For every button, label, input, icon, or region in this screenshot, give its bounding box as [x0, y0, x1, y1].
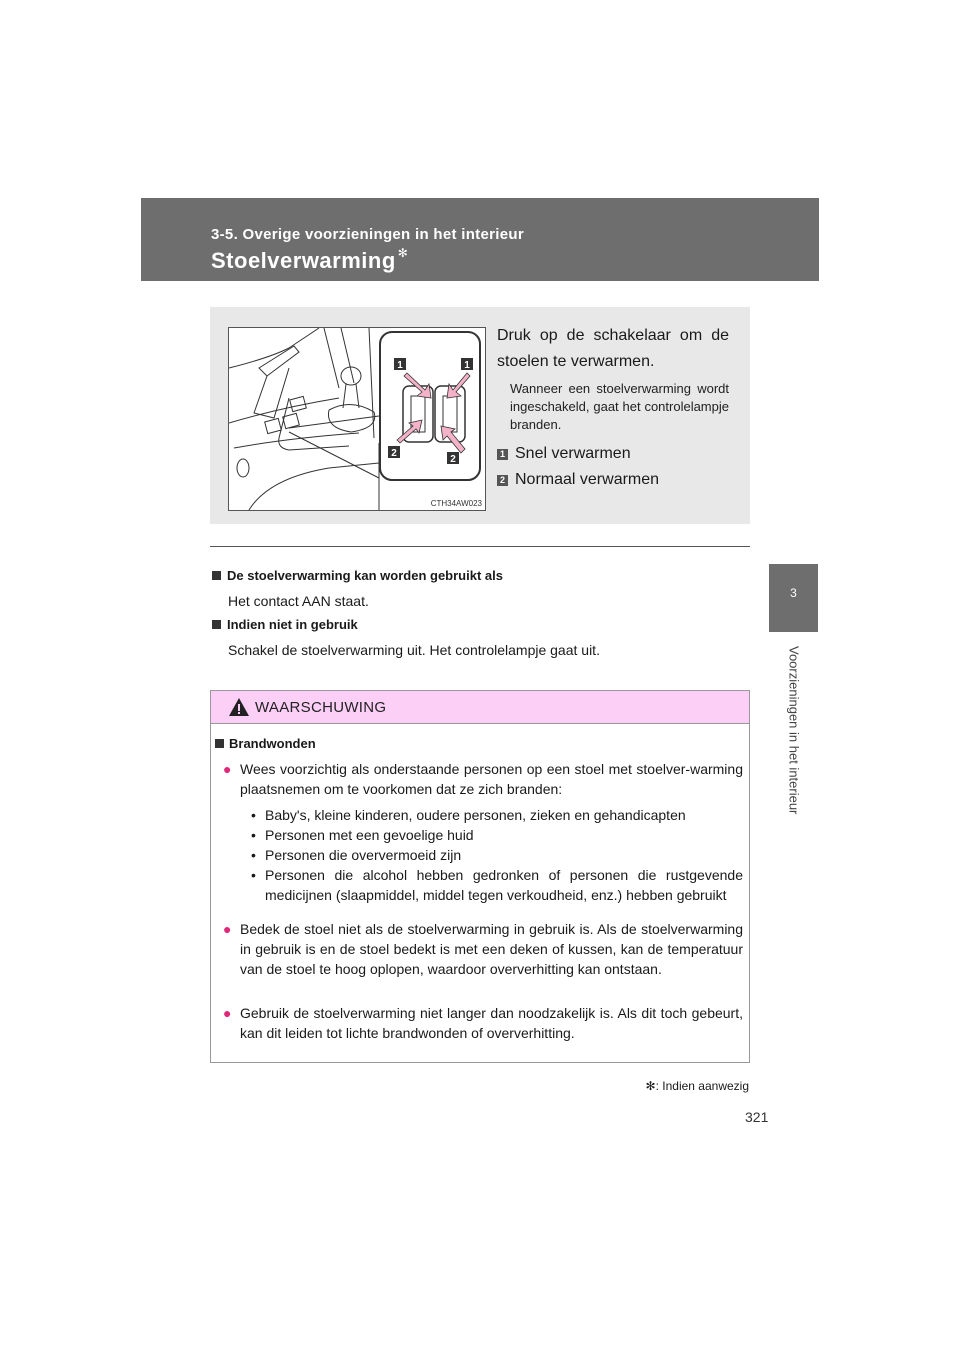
square-bullet-icon [215, 739, 224, 748]
warning-sub-item-text: Baby's, kleine kinderen, oudere personen, zieken en gehandicapten [265, 807, 686, 823]
warning-box [210, 690, 750, 1063]
warning-bullet-3 [223, 1003, 743, 1043]
warning-sub-item-text: Personen die alcohol hebben gedronken of personen die rustgevende medicijnen (slaapmiddel, middel tegen verkoudheid, enz.) hebben gebruikt [265, 867, 743, 903]
instruction-note: Wanneer een stoelverwarming wordt ingeschakeld, gaat het controlelampje branden. [510, 381, 729, 432]
warning-bullet-3-text: Gebruik de stoelverwarming niet langer dan noodzakelijk is. Als dit toch gebeurt, kan dit leiden tot lichte brandwonden of oververhitting. [240, 1005, 743, 1041]
optional-mark: ✻ [397, 245, 409, 260]
legend-item-normal [497, 471, 659, 489]
warning-sub-item: • Personen die oververmoeid zijn [251, 845, 743, 865]
page-title [211, 245, 409, 274]
legend-label-1: Snel verwarmen [515, 445, 631, 462]
warning-sub-item-text: Personen die oververmoeid zijn [265, 847, 462, 863]
bullet-dot-icon: ● [223, 921, 232, 937]
warning-sub-item-text: Personen met een gevoelige huid [265, 827, 474, 843]
warning-bullet-1 [223, 759, 743, 799]
page-title-text: Stoelverwarming [211, 248, 396, 273]
section-label: 3-5. Overige voorzieningen in het interieur [211, 226, 524, 243]
page-number: 321 [745, 1109, 769, 1125]
bullet-dot-icon: ● [223, 1005, 232, 1021]
info-body-usage: Het contact AAN staat. [228, 593, 369, 609]
info-heading-unused [212, 617, 358, 632]
info-heading-text: Indien niet in gebruik [227, 617, 358, 632]
info-heading-usage [212, 568, 503, 583]
warning-sub-item: • Personen die alcohol hebben gedronken of personen die rustgevende medicijnen (slaapmiddel, middel tegen verkoudheid, enz.) hebben gebruikt [251, 867, 743, 903]
square-bullet-icon [212, 620, 221, 629]
seat-heater-illustration [228, 327, 486, 511]
bullet-dot-icon: ● [223, 761, 232, 777]
warning-sub-item: • Baby's, kleine kinderen, oudere personen, zieken en gehandicapten [251, 805, 743, 825]
warning-section-heading [215, 734, 316, 754]
warning-bullet-2 [223, 919, 743, 979]
legend-label-2: Normaal verwarmen [515, 471, 660, 488]
footnote: ✻: Indien aanwezig [645, 1079, 749, 1093]
warning-sub-item: • Personen met een gevoelige huid [251, 825, 743, 845]
chapter-tab-number: 3 [769, 564, 818, 632]
legend-item-fast [497, 445, 631, 463]
callout-2-right: 2 [450, 454, 456, 465]
callout-1-left: 1 [397, 360, 403, 371]
warning-bullet-1-text: Wees voorzichtig als onderstaande personen op een stoel met stoelver-warming plaatsnemen om te voorkomen dat ze zich branden: [240, 761, 743, 797]
warning-title: WAARSCHUWING [255, 699, 387, 716]
chapter-tab-label: Voorzieningen in het interieur [786, 646, 802, 815]
console-drawing [229, 328, 485, 510]
instruction-text: Druk op de schakelaar om de stoelen te verwarmen. [497, 327, 729, 370]
info-heading-text: De stoelverwarming kan worden gebruikt als [227, 568, 503, 583]
callout-1-right: 1 [464, 360, 470, 371]
section-header [141, 198, 819, 281]
info-body-unused: Schakel de stoelverwarming uit. Het controlelampje gaat uit. [228, 642, 600, 658]
warning-section-text: Brandwonden [229, 736, 316, 751]
warning-triangle-icon [228, 697, 250, 717]
image-code: CTH34AW023 [430, 499, 482, 508]
warning-header [211, 691, 749, 724]
figure-box [210, 307, 750, 524]
warning-bullet-2-text: Bedek de stoel niet als de stoelverwarming in gebruik is. Als de stoelverwarming in gebruik is en de stoel bedekt is met een deken of kussen, kan de temperatuur van de stoel te hoog oplopen, waardoor oververhitting kan ontstaan. [240, 921, 743, 977]
legend-marker-2: 2 [497, 475, 508, 486]
legend-marker-1: 1 [497, 449, 508, 460]
square-bullet-icon [212, 571, 221, 580]
callout-2-left: 2 [391, 448, 397, 459]
divider [210, 546, 750, 547]
